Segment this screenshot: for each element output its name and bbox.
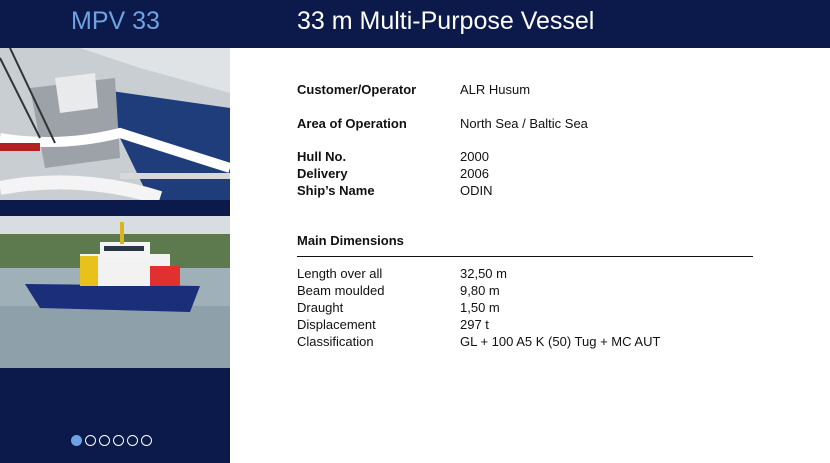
model-name: MPV 33 <box>71 7 160 35</box>
spec-label: Hull No. <box>297 149 347 164</box>
pagination-dot-1[interactable] <box>71 435 82 446</box>
section-divider <box>297 256 753 257</box>
pagination-dot-6[interactable] <box>141 435 152 446</box>
dimensions-heading: Main Dimensions <box>297 233 404 248</box>
spec-value: North Sea / Baltic Sea <box>460 116 588 131</box>
page-title: 33 m Multi-Purpose Vessel <box>297 7 595 35</box>
deck-photo <box>0 48 230 200</box>
dimension-value: 1,50 m <box>460 300 500 315</box>
spec-value: 2000 <box>460 149 489 164</box>
pagination-dot-5[interactable] <box>127 435 138 446</box>
spec-label: Area of Operation <box>297 116 407 131</box>
dimension-value: 297 t <box>460 317 489 332</box>
dimension-label: Beam moulded <box>297 283 385 298</box>
spec-label: Customer/Operator <box>297 82 417 97</box>
pagination-dot-2[interactable] <box>85 435 96 446</box>
pagination <box>71 435 152 446</box>
spec-value: 2006 <box>460 166 489 181</box>
spec-value: ODIN <box>460 183 493 198</box>
dimension-value: 32,50 m <box>460 266 507 281</box>
pagination-dot-4[interactable] <box>113 435 124 446</box>
dimension-label: Displacement <box>297 317 376 332</box>
dimension-value: GL + 100 A5 K (50) Tug + MC AUT <box>460 334 661 349</box>
dimension-label: Length over all <box>297 266 383 281</box>
dimension-value: 9,80 m <box>460 283 500 298</box>
dimension-label: Draught <box>297 300 344 315</box>
spec-label: Ship’s Name <box>297 183 375 198</box>
vessel-photo <box>0 216 230 368</box>
spec-label: Delivery <box>297 166 348 181</box>
spec-value: ALR Husum <box>460 82 531 97</box>
pagination-dot-3[interactable] <box>99 435 110 446</box>
dimension-label: Classification <box>297 334 374 349</box>
